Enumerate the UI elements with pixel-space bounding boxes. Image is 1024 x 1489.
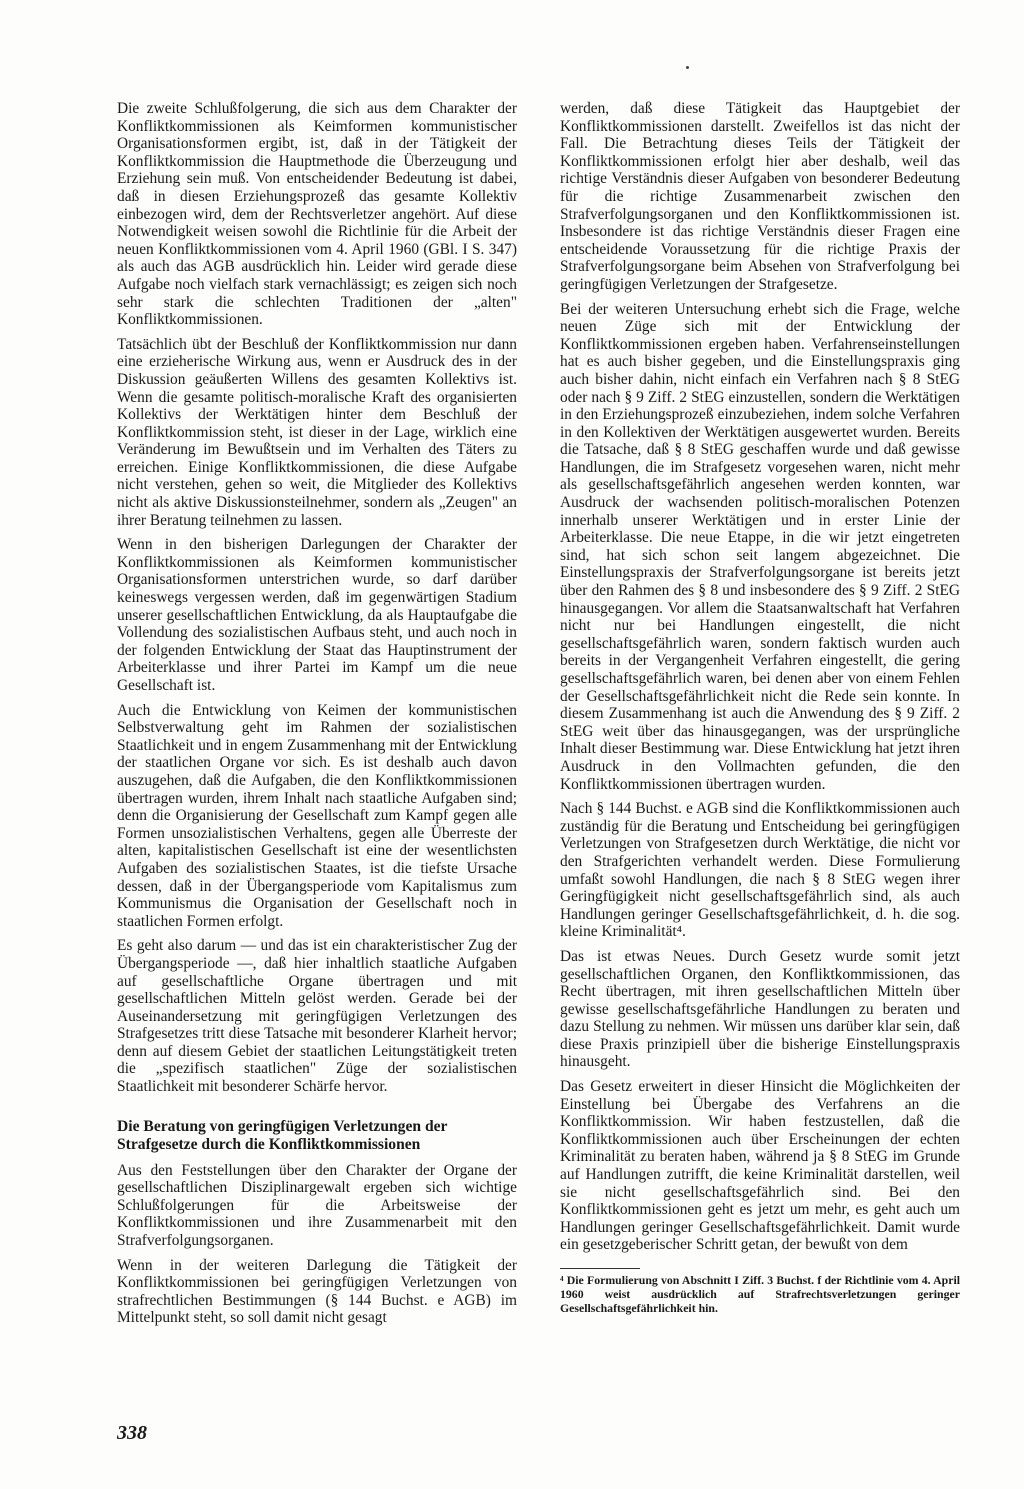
paragraph: Wenn in den bisherigen Darlegungen der Charakter der Konfliktkommissionen als Keimformen kommunistischer Organisationsformen unterstrichen wurde, so darf darüber keineswegs vergessen werden, daß im gegenwärtigen Stadium unserer gesellschaftlichen Entwicklung, da als Hauptaufgabe die Vollendung des sozialistischen Aufbaus steht, und auch noch in der folgenden Entwicklung der Staat das Hauptinstrument der Arbeiterklasse und ihrer Partei im Kampf um die neue Gesellschaft ist. xyxy=(117,536,517,694)
paragraph: Auch die Entwicklung von Keimen der kommunistischen Selbstverwaltung geht im Rahmen der sozialistischen Staatlichkeit und in engem Zusammenhang mit der Entwicklung der staatlichen Organe vor sich. Es ist deshalb auch davon auszugehen, daß die Aufgaben, die den Konfliktkommissionen übertragen wurden, ihrem Inhalt nach staatliche Aufgaben sind; denn die Organisierung der Gesellschaft zum Kampf gegen alle Formen unsozialistischen Verhaltens, gegen alle Überreste der alten, kapitalistischen Gesellschaft ist eine der wesentlichsten Aufgaben des sozialistischen Staates, ist die tiefste Ursache dessen, daß in der Übergangsperiode vom Kapitalismus zum Kommunismus die Organisation der Gesellschaft noch in staatlichen Formen erfolgt. xyxy=(117,701,517,930)
paragraph: Das ist etwas Neues. Durch Gesetz wurde somit jetzt gesellschaftlichen Organen, den Konfliktkommissionen, das Recht übertragen, mit ihren gesellschaftlichen Mitteln über gewisse gesellschaftsgefährliche Handlungen zu beraten und dazu Stellung zu nehmen. Wir müssen uns darüber klar sein, daß diese Praxis prinzipiell über die bisherige Einstellungspraxis hinausgeht. xyxy=(560,947,960,1071)
right-column xyxy=(560,100,960,1322)
paragraph: Die zweite Schlußfolgerung, die sich aus dem Charakter der Konfliktkommissionen als Keimformen kommunistischer Organisationsformen ergibt, ist, daß in der Tätigkeit der Konfliktkommission die Hauptmethode die Überzeugung und Erziehung sein muß. Von entscheidender Bedeutung ist dabei, daß in diesen Erziehungsprozeß das gesamte Kollektiv einbezogen wird, dem der Rechtsverletzer angehört. Auf diese Notwendigkeit weisen sowohl die Richtlinie für die Arbeit der neuen Konfliktkommissionen vom 4. April 1960 (GBl. I S. 347) als auch das AGB ausdrücklich hin. Leider wird gerade diese Aufgabe noch vielfach stark vernachlässigt; es zeigen sich noch sehr stark die schlechten Traditionen der „alten" Konfliktkommissionen. xyxy=(117,100,517,329)
print-speck xyxy=(686,66,689,69)
footnote: ⁴ Die Formulierung von Abschnitt I Ziff. 3 Buchst. f der Richtlinie vom 4. April 1960 weist ausdrücklich auf Strafrechtsverletzungen geringer Gesellschaftsgefährlichkeit hin. xyxy=(560,1273,960,1315)
paragraph: werden, daß diese Tätigkeit das Hauptgebiet der Konfliktkommissionen darstellt. Zweifellos ist das nicht der Fall. Die Betrachtung dieses Teils der Tätigkeit der Konfliktkommissionen erfolgt hier aber deshalb, weil das richtige Verständnis dieser Aufgaben von besonderer Bedeutung für die richtige Zusammenarbeit zwischen den Strafverfolgungsorganen und den Konfliktkommissionen ist. Insbesondere ist das richtige Verständnis dieser Fragen eine entscheidende Voraussetzung für die richtige Praxis der Strafverfolgungsorgane beim Absehen von Strafverfolgung bei geringfügigen Verletzungen der Strafgesetze. xyxy=(560,100,960,293)
left-column xyxy=(117,100,517,1334)
footnote-divider xyxy=(560,1268,640,1269)
paragraph: Es geht also darum — und das ist ein charakteristischer Zug der Übergangsperiode —, daß hier inhaltlich staatliche Aufgaben auf gesellschaftliche Organe übertragen und mit gesellschaftlichen Mitteln gelöst werden. Gerade bei der Auseinandersetzung mit geringfügigen Verletzungen des Strafgesetzes tritt diese Tatsache mit besonderer Klarheit hervor; denn auf diesem Gebiet der staatlichen Leitungstätigkeit treten die „spezifisch staatlichen" Züge der sozialistischen Staatlichkeit mit besonderer Schärfe hervor. xyxy=(117,937,517,1096)
paragraph: Das Gesetz erweitert in dieser Hinsicht die Möglichkeiten der Einstellung bei Übergabe des Verfahrens an die Konfliktkommission. Wir haben festzustellen, daß die Konfliktkommissionen auch über Erscheinungen der echten Kriminalität zu beraten haben, während ja § 8 StEG im Grunde auf Handlungen zutrifft, die keine Kriminalität darstellen, weil sie nicht gesellschaftsgefährlich sind. Bei den Konfliktkommissionen geht es jetzt um mehr, es geht auch um Handlungen geringer Gesellschaftsgefährlichkeit. Damit wurde ein gesetzgeberischer Schritt getan, der bewußt von dem xyxy=(560,1078,960,1254)
page-number: 338 xyxy=(117,1422,147,1444)
paragraph: Nach § 144 Buchst. e AGB sind die Konfliktkommissionen auch zuständig für die Beratung und Entscheidung bei geringfügigen Verletzungen von Strafgesetzen durch Werktätige, die nicht vor den Strafgerichten verhandelt werden. Diese Formulierung umfaßt sowohl Handlungen, die nach § 8 StEG wegen ihrer Geringfügigkeit nicht gesellschaftsgefährlich sind, als auch Handlungen geringer Gesellschaftsgefährlichkeit, d. h. die sog. kleine Kriminalität⁴. xyxy=(560,800,960,941)
section-heading: Die Beratung von geringfügigen Verletzungen der Strafgesetze durch die Konfliktkommissionen xyxy=(117,1117,448,1153)
paragraph: Aus den Feststellungen über den Charakter der Organe der gesellschaftlichen Disziplinargewalt ergeben sich wichtige Schlußfolgerungen für die Arbeitsweise der Konfliktkommissionen und ihre Zusammenarbeit mit den Strafverfolgungsorganen. xyxy=(117,1161,517,1250)
paragraph: Wenn in der weiteren Darlegung die Tätigkeit der Konfliktkommissionen bei geringfügigen Verletzungen von strafrechtlichen Bestimmungen (§ 144 Buchst. e AGB) im Mittelpunkt steht, so soll damit nicht gesagt xyxy=(117,1256,517,1327)
paragraph: Tatsächlich übt der Beschluß der Konfliktkommission nur dann eine erzieherische Wirkung aus, wenn er Ausdruck des in der Diskussion geäußerten Willens des gesamten Kollektivs ist. Wenn die gesamte politisch-moralische Kraft des organisierten Kollektivs der Werktätigen hinter dem Beschluß der Konfliktkommission steht, ist dieser in der Lage, wirklich eine Veränderung im Bewußtsein und im Verhalten des Täters zu erreichen. Einige Konfliktkommissionen, die diese Aufgabe nicht verstehen, gehen so weit, die Mitglieder des Kollektivs nicht als aktive Diskussionsteilnehmer, sondern als „Zeugen" an ihrer Beratung teilnehmen zu lassen. xyxy=(117,335,517,529)
paragraph: Bei der weiteren Untersuchung erhebt sich die Frage, welche neuen Züge sich mit der Entwicklung der Konfliktkommissionen ergeben haben. Verfahrenseinstellungen hat es auch bisher gegeben, und die Einstellungspraxis ging auch bisher dahin, nicht einfach ein Verfahren nach § 8 StEG oder nach § 9 Ziff. 2 StEG einzustellen, sondern die Werktätigen in den Erziehungsprozeß einzubeziehen, indem solche Verfahren in den Kollektiven der Werktätigen ausgewertet wurden. Bereits die Tatsache, daß § 8 StEG geschaffen wurde und daß gewisse Handlungen, die im Strafgesetz vorgesehen waren, nicht mehr als gesellschaftsgefährlich angesehen werden konnten, war Ausdruck der wachsenden politisch-moralischen Potenzen innerhalb unserer Werktätigen und in erster Linie der Arbeiterklasse. Die neue Etappe, in die wir jetzt eingetreten sind, hat sich schon seit langem abgezeichnet. Die Einstellungspraxis der Strafverfolgungsorgane ist bereits jetzt über den Rahmen des § 8 und insbesondere des § 9 Ziff. 2 StEG hinausgegangen. Vor allem die Staatsanwaltschaft hat Verfahren nicht nur bei Handlungen eingestellt, die nicht gesellschaftsgefährlich waren, sondern faktisch wurden auch bereits in der Vergangenheit Verfahren eingestellt, die gering gesellschaftsgefährlich waren, bei denen aber von einem Fehlen der Gesellschaftsgefährlichkeit nicht die Rede sein konnte. In diesem Zusammenhang ist auch die Anwendung des § 9 Ziff. 2 StEG weit über das hinausgegangen, was der ursprüngliche Inhalt dieser Bestimmung war. Diese Entwicklung hat jetzt ihren Ausdruck in den Vollmachten gefunden, die den Konfliktkommissionen übertragen wurden. xyxy=(560,300,960,793)
